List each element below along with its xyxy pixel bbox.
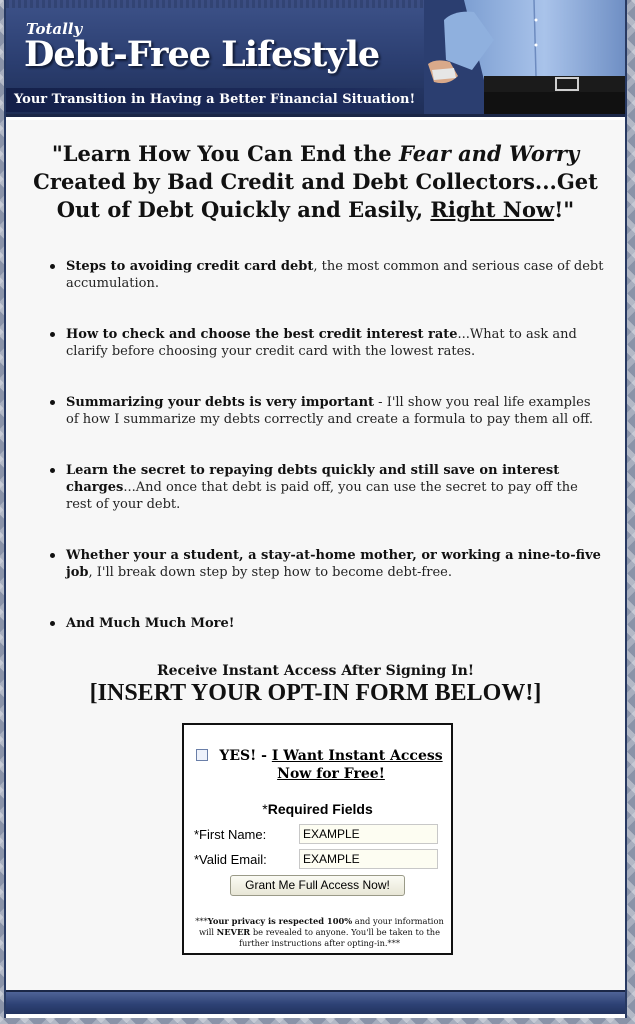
businessman-image [424,0,625,114]
privacy-notice [190,916,449,949]
submit-button[interactable]: Grant Me Full Access Now! [230,875,405,896]
required-label: Required Fields [267,801,373,817]
benefit-item [50,326,605,360]
benefit-text: ...And once that debt is paid off, you can use the secret to pay off the rest of your debt. [66,480,578,512]
footer-bar [6,990,625,1014]
headline-text-3: !" [554,197,575,222]
optin-form [182,723,453,955]
page-container [4,0,627,1018]
bullet-icon [50,553,55,558]
benefit-item [50,258,605,292]
consent-link[interactable]: I Want Instant Access Now for Free! [271,748,443,782]
headline-text-2: Created by Bad Credit and Debt Collectors...Get Out of Debt Quickly and Easily, [33,169,598,222]
benefit-text: , I'll break down step by step how to become debt-free. [88,565,452,580]
benefit-bold: Steps to avoiding credit card debt [66,259,314,274]
site-title: Debt-Free Lifestyle [24,34,380,75]
required-star: * [262,801,268,817]
sales-headline [26,140,605,224]
email-field[interactable]: EXAMPLE [299,849,438,869]
headline-emphasis: Fear and Worry [398,141,580,166]
benefit-bold: Summarizing your debts is very important [66,395,375,410]
headline-text-1: "Learn How You Can End the [51,141,399,166]
benefit-item [50,547,605,581]
benefit-text: , the most common and serious case of debt accumulation. [66,259,604,291]
privacy-bold: Your privacy is respected 100% [207,916,353,926]
benefit-bold: How to check and choose the best credit interest rate [66,327,458,342]
benefit-list [50,258,605,666]
first-name-label: *First Name: [194,827,267,842]
privacy-never: NEVER [216,927,251,937]
benefit-item [50,462,605,513]
header-banner [6,0,625,117]
benefit-bold: Whether your a student, a stay-at-home mother, or working a nine-to-five job [66,548,601,580]
consent-checkbox[interactable] [196,749,208,761]
bullet-icon [50,332,55,337]
email-label: *Valid Email: [194,852,267,867]
header-kicker: Totally [26,20,83,38]
header-tagline: Your Transition in Having a Better Financial Situation! [6,88,436,112]
benefit-text: - I'll show you real life examples of how I summarize my debts correctly and create a formula to pay them all off. [66,395,593,427]
benefit-item [50,394,605,428]
headline-underline: Right Now [430,197,555,222]
privacy-text: *** [195,916,208,926]
insert-optin-heading: [INSERT YOUR OPT-IN FORM BELOW!] [89,680,542,706]
required-fields-note [184,801,451,817]
benefit-item [50,615,605,632]
main-content [6,120,625,990]
receive-access-text: Receive Instant Access After Signing In! [156,663,475,679]
privacy-text: and your information will [198,916,444,937]
benefit-text: ...What to ask and clarify before choosing your credit card with the lowest rates. [66,327,577,359]
privacy-text: be revealed to anyone. You'll be taken to the further instructions after opting-in.*** [238,927,441,948]
consent-prefix: YES! - [219,748,272,764]
bullet-icon [50,621,55,626]
first-name-field[interactable]: EXAMPLE [299,824,438,844]
bullet-icon [50,400,55,405]
benefit-bold: Learn the secret to repaying debts quickly and still save on interest charges [66,463,560,495]
benefit-bold: And Much Much More! [66,616,235,631]
consent-label [216,747,446,783]
bullet-icon [50,468,55,473]
bullet-icon [50,264,55,269]
